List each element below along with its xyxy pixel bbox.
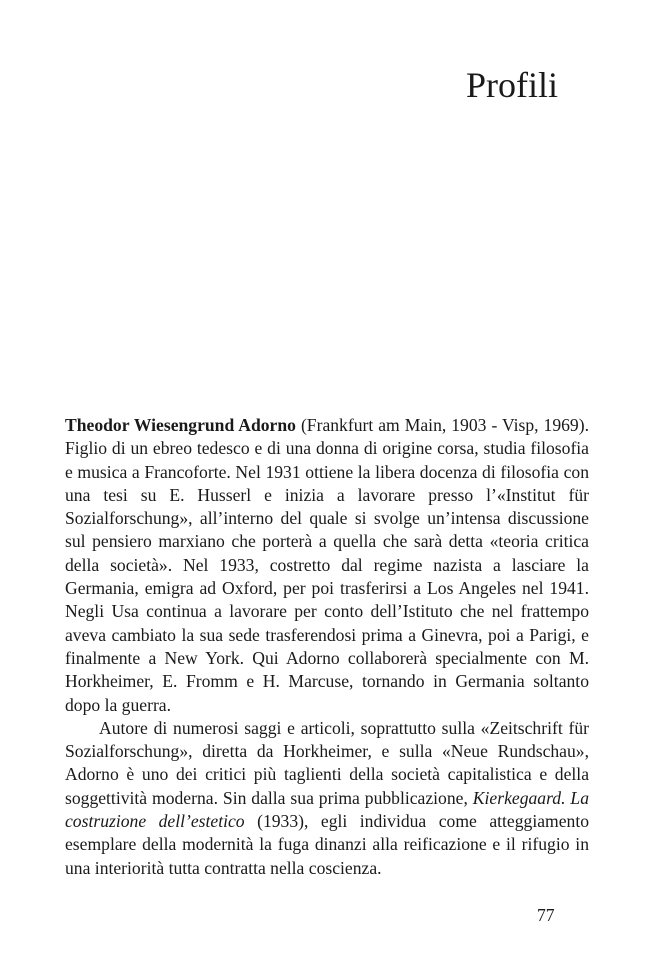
- section-title: Profili: [465, 65, 558, 105]
- profile-name: Theodor Wiesengrund Adorno: [65, 415, 296, 435]
- page-number: 77: [537, 905, 555, 925]
- profile-paragraph-2-end: (1933), egli individua come atteggiamento esemplare della modernità la fuga dinanzi alla reificazione e il rifugio in una interiorità tutta contratta nella coscienza.: [65, 811, 590, 878]
- book-title: Kierkegaard. La costruzione dell’estetico: [65, 787, 589, 832]
- profile-paragraph-1-text: (Frankfurt am Main, 1903 - Visp, 1969). Figlio di un ebreo tedesco e di una donna di origine corsa, studia filosofia e musica a Francoforte. Nel 1931 ottiene la libera docenza di filosofia con una tesi su E. Husserl e inizia a lavorare presso l’«Institut für Sozialforschung», all’interno del quale si svolge un’intensa discussione sul pensiero marxiano che porterà a quella che sarà detta «teoria critica della società». Nel 1933, costretto dal regime nazista a lasciare la Germania, emigra ad Oxford, per poi trasferirsi a Los Angeles nel 1941. Negli Usa continua a lavorare per conto dell’Istituto che nel frattempo aveva cambiato la sua sede trasferendosi prima a Ginevra, poi a Parigi, e finalmente a New York. Qui Adorno collaborerà specialmente con M. Horkheimer, E. Fromm e H. Marcuse, tornando in Germania soltanto dopo la guerra.: [65, 415, 589, 715]
- profile-paragraph-2: [65, 717, 589, 880]
- profile-paragraph-2-start: Autore di numerosi saggi e articoli, soprattutto sulla «Zeitschrift für Sozialforschung», diretta da Horkheimer, e sulla «Neue Rundschau», Adorno è uno dei critici più taglienti della società capitalistica e della soggettività moderna. Sin dalla sua prima pubblicazione,: [65, 717, 589, 808]
- profile-paragraph-1: [65, 414, 589, 717]
- profile-body: [65, 414, 589, 880]
